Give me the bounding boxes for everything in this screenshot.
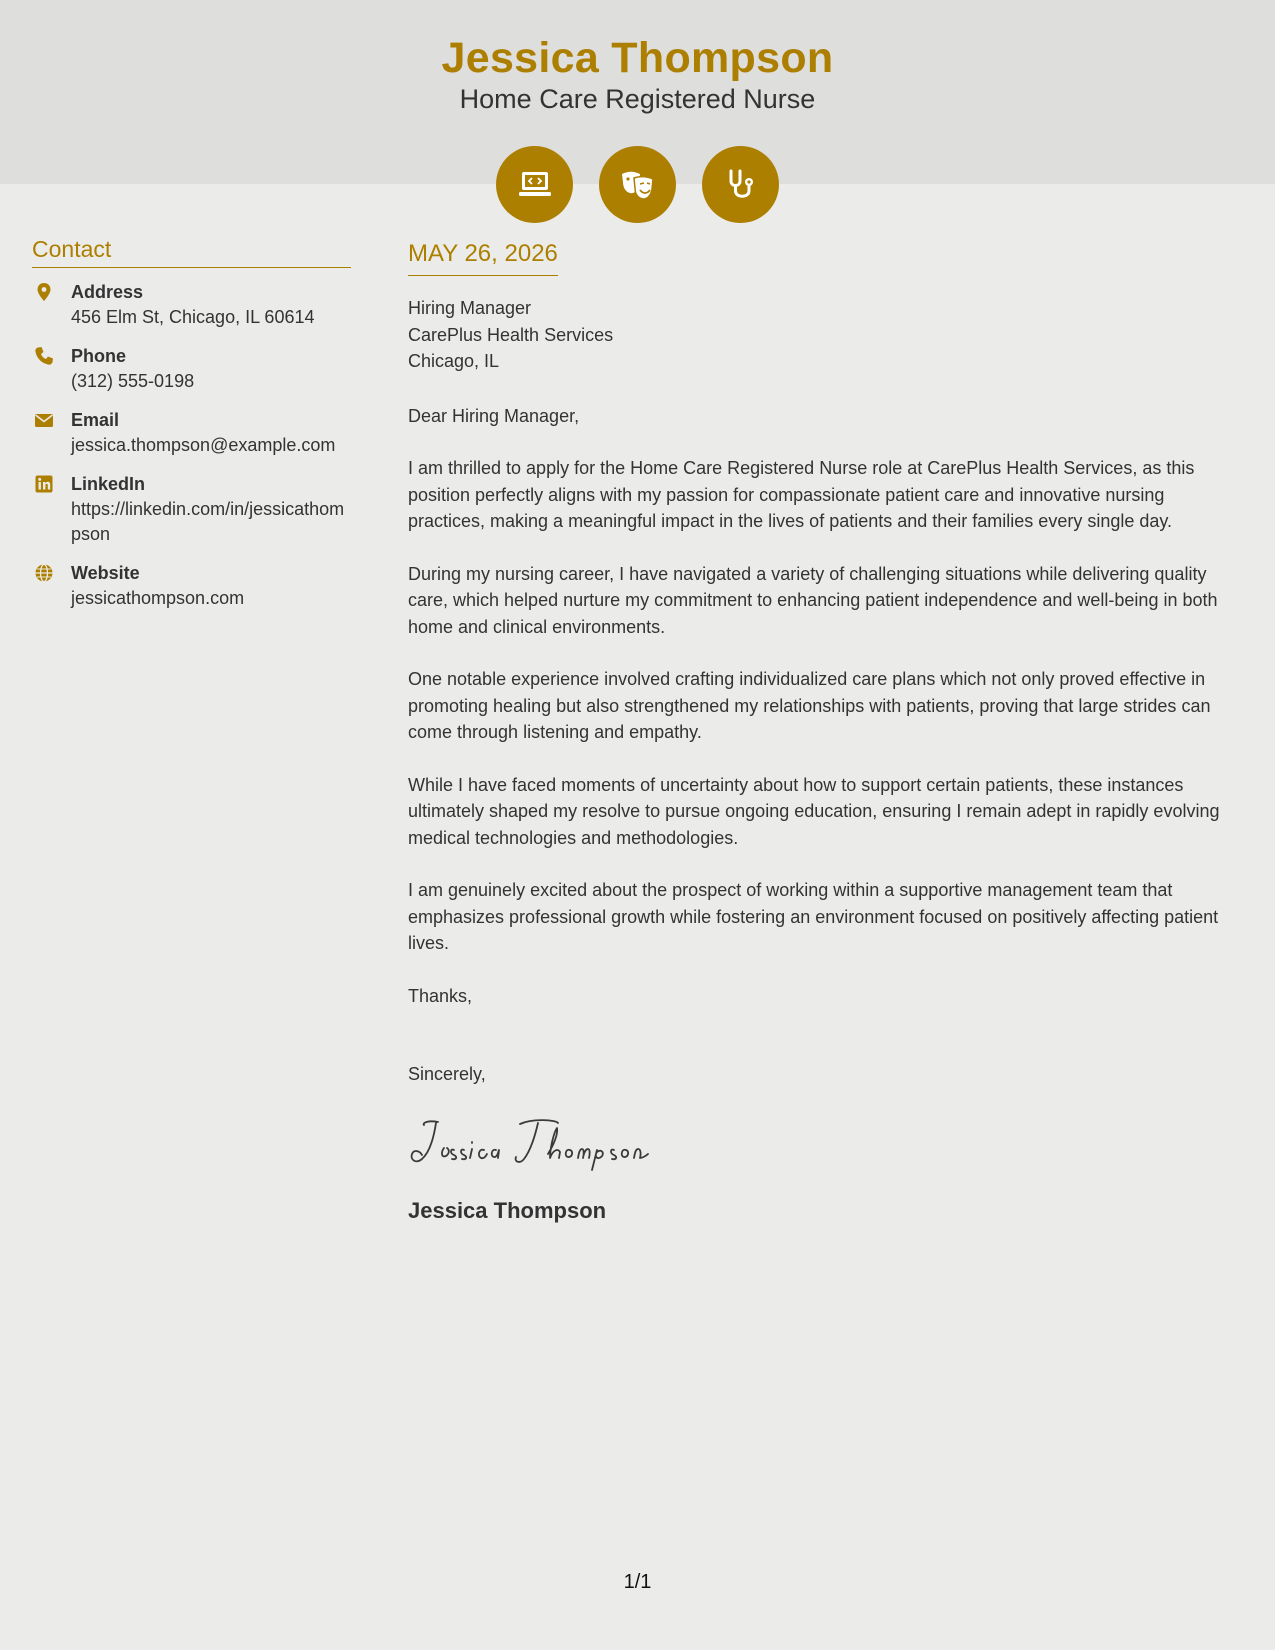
paragraph: I am thrilled to apply for the Home Care Registered Nurse role at CarePlus Health Services, as this position perfectly aligns with my passion for compassionate patient care and innovative nursing practices, making a meaningful impact in the lives of patients and their families every single day. bbox=[408, 458, 1195, 531]
contact-label: Website bbox=[71, 563, 140, 583]
closing-line: Sincerely, bbox=[408, 1064, 486, 1084]
recipient-block bbox=[408, 295, 1244, 375]
signer-name: Jessica Thompson bbox=[408, 1197, 607, 1223]
globe-icon bbox=[34, 563, 54, 583]
contact-value: 456 Elm St, Chicago, IL 60614 bbox=[71, 307, 315, 327]
contact-address bbox=[32, 280, 351, 330]
contact-label: Address bbox=[71, 282, 144, 302]
paragraph: While I have faced moments of uncertainty about how to support certain patients, these instances ultimately shaped my resolve to pursue ongoing education, ensuring I remain adept in rapidly evolving medical technologies and methodologies. bbox=[408, 774, 1220, 848]
recipient-line: Chicago, IL bbox=[408, 351, 500, 371]
paragraph: I am genuinely excited about the prospect of working within a supportive management team that emphasizes professional growth while fostering an environment focused on positively affecting patient lives. bbox=[408, 880, 1219, 953]
envelope-icon bbox=[34, 410, 54, 430]
applicant-name: Jessica Thompson bbox=[441, 34, 834, 82]
contact-website bbox=[32, 561, 351, 611]
paragraph: One notable experience involved crafting individualized care plans which not only proved effective in promoting healing but also strengthened my relationships with patients, proving that large strides can come through listening and empathy. bbox=[408, 669, 1211, 742]
recipient-line: CarePlus Health Services bbox=[408, 324, 614, 345]
contact-list bbox=[32, 280, 351, 611]
paragraph: During my nursing career, I have navigated a variety of challenging situations while delivering quality care, which helped nurture my commitment to enhancing patient independence and well-being in both home and clinical environments. bbox=[408, 563, 1218, 637]
recipient-line: Hiring Manager bbox=[408, 298, 532, 318]
contact-label: Email bbox=[71, 410, 120, 430]
contact-label: Phone bbox=[71, 346, 127, 366]
contact-value: https://linkedin.com/in/jessicathompson bbox=[71, 499, 345, 544]
contact-phone bbox=[32, 344, 351, 394]
linkedin-icon bbox=[34, 474, 54, 494]
letter-body bbox=[408, 240, 1244, 1224]
thanks-line: Thanks, bbox=[408, 985, 473, 1006]
job-title: Home Care Registered Nurse bbox=[459, 84, 816, 114]
page-number: 1/1 bbox=[623, 1571, 652, 1593]
contact-value: jessica.thompson@example.com bbox=[71, 435, 336, 455]
map-pin-icon bbox=[34, 282, 54, 302]
laptop-code-icon bbox=[496, 146, 573, 223]
header-icon-row bbox=[496, 146, 779, 223]
phone-icon bbox=[34, 346, 54, 366]
contact-sidebar bbox=[32, 236, 351, 625]
contact-label: LinkedIn bbox=[71, 474, 146, 494]
contact-email bbox=[32, 408, 351, 458]
letter-date: MAY 26, 2026 bbox=[408, 240, 558, 276]
greeting: Dear Hiring Manager, bbox=[408, 405, 580, 426]
handwritten-signature bbox=[408, 1114, 1244, 1186]
theater-masks-icon bbox=[599, 146, 676, 223]
contact-value: (312) 555-0198 bbox=[71, 371, 195, 391]
contact-value: jessicathompson.com bbox=[71, 588, 245, 608]
contact-heading: Contact bbox=[32, 236, 351, 268]
stethoscope-icon bbox=[702, 146, 779, 223]
contact-linkedin bbox=[32, 472, 351, 547]
